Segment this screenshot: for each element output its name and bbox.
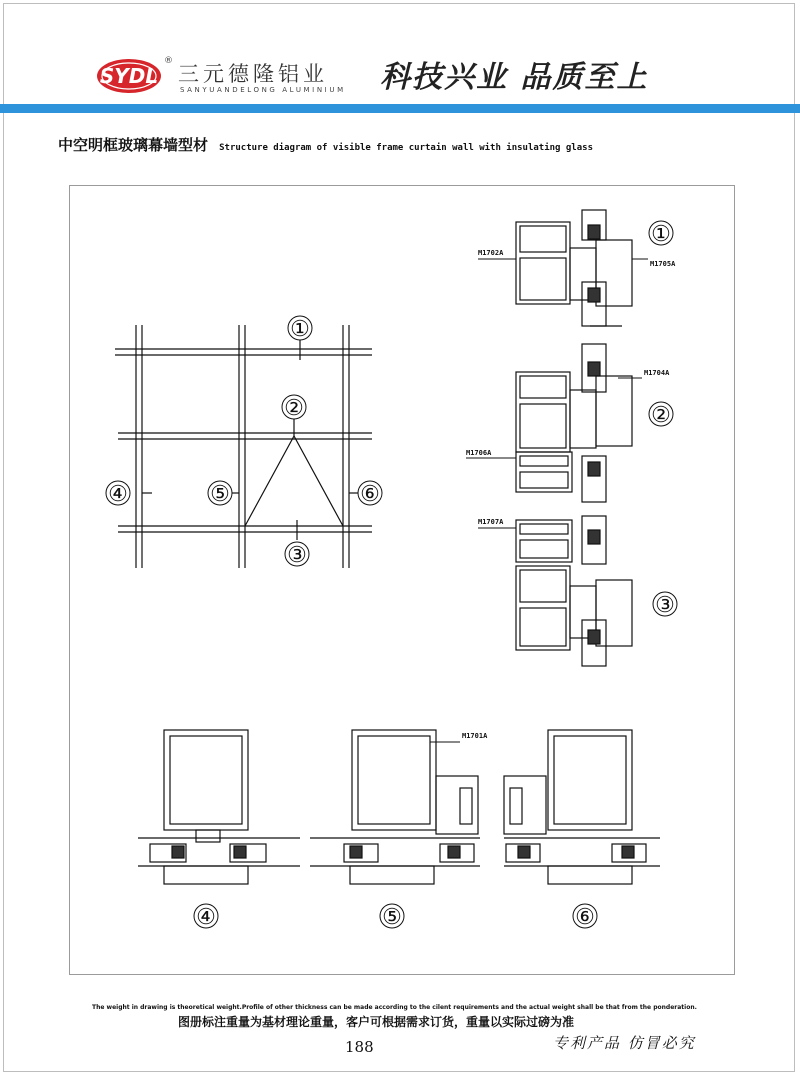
section-4-profile xyxy=(138,730,300,884)
page-number: 188 xyxy=(345,1038,374,1056)
label-m1704a: M1704A xyxy=(644,369,670,377)
section-5-profile xyxy=(310,730,480,884)
patent-notice: 专利产品 仿冒必究 xyxy=(553,1034,696,1052)
grid-elevation xyxy=(115,325,372,568)
grid-markers xyxy=(106,316,382,568)
marker-3-section: ③ xyxy=(655,593,675,618)
section-3-profile xyxy=(516,516,632,666)
marker-5-section: ⑤ xyxy=(382,905,402,930)
title-cn: 中空明框玻璃幕墙型材 xyxy=(58,136,209,154)
footer-note-cn: 图册标注重量为基材理论重量，客户可根据需求订货，重量以实际过磅为准 xyxy=(178,1015,575,1029)
slogan: 科技兴业 品质至上 xyxy=(380,60,649,95)
marker-1-section: ① xyxy=(651,222,671,247)
label-m1706a: M1706A xyxy=(466,449,492,457)
marker-4-section: ④ xyxy=(196,905,216,930)
brand-name-en: SANYUANDELONG ALUMINIUM xyxy=(180,86,346,94)
marker-6-section: ⑥ xyxy=(575,905,595,930)
title-en: Structure diagram of visible frame curtain wall with insulating glass xyxy=(219,143,593,153)
section-6-profile xyxy=(504,730,660,884)
label-m1707a: M1707A xyxy=(478,518,504,526)
registered-mark: ® xyxy=(164,56,173,66)
svg-text:SYDL: SYDL xyxy=(99,64,159,88)
marker-2-section: ② xyxy=(651,403,671,428)
brand-name-cn: 三元德隆铝业 xyxy=(178,62,328,86)
marker-1-grid: ① xyxy=(290,317,310,342)
label-m1702a: M1702A xyxy=(478,249,504,257)
footer-note-en: The weight in drawing is theoretical weight.Profile of other thickness can be made according to the cilent requirements and the actual weight shall be that from the ponderation. xyxy=(92,1004,697,1011)
label-m1701a: M1701A xyxy=(462,732,488,740)
marker-3-grid: ③ xyxy=(287,543,307,568)
label-m1705a: M1705A xyxy=(650,260,676,268)
marker-2-grid: ② xyxy=(284,396,304,421)
marker-4-grid: ④ xyxy=(108,482,128,507)
marker-5-grid: ⑤ xyxy=(210,482,230,507)
section-2-profile xyxy=(516,344,632,502)
marker-6-grid: ⑥ xyxy=(360,482,380,507)
section-1-profile xyxy=(516,210,632,326)
